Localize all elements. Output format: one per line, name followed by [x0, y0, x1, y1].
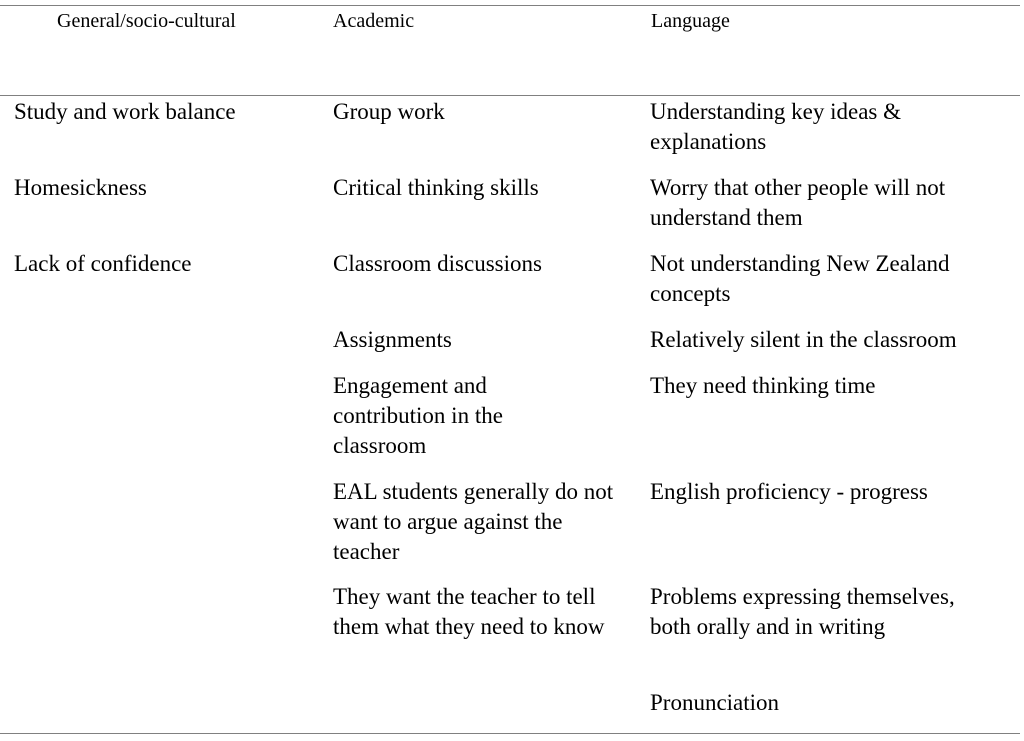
- general-cell: Lack of confidence: [14, 251, 192, 276]
- column-header-language: Language: [651, 10, 730, 32]
- academic-cell: EAL students generally do not want to argue against the teacher: [333, 479, 614, 564]
- academic-cell: Classroom discussions: [333, 251, 542, 276]
- academic-cell: Group work: [333, 99, 445, 124]
- column-header-academic: Academic: [333, 10, 415, 32]
- table-bottom-rule: [0, 733, 1020, 734]
- language-cell: Worry that other people will not understand them: [650, 175, 946, 230]
- general-cell: Homesickness: [14, 175, 147, 200]
- language-cell: Understanding key ideas & explanations: [650, 99, 902, 154]
- table-header-rule: [0, 95, 1020, 96]
- language-cell: Relatively silent in the classroom: [650, 327, 957, 352]
- language-cell: English proficiency - progress: [650, 479, 928, 504]
- table-top-rule: [0, 5, 1020, 6]
- language-cell: They need thinking time: [650, 373, 876, 398]
- academic-cell: Assignments: [333, 327, 452, 352]
- language-cell: Problems expressing themselves, both orally and in writing: [650, 584, 955, 639]
- general-cell: Study and work balance: [14, 99, 236, 124]
- language-cell: Pronunciation: [650, 690, 780, 715]
- academic-cell: Engagement and contribution in the classroom: [333, 373, 503, 458]
- column-header-general: General/socio-cultural: [57, 10, 236, 32]
- academic-cell: Critical thinking skills: [333, 175, 539, 200]
- language-cell: Not understanding New Zealand concepts: [650, 251, 950, 306]
- academic-cell: They want the teacher to tell them what they need to know: [333, 584, 605, 639]
